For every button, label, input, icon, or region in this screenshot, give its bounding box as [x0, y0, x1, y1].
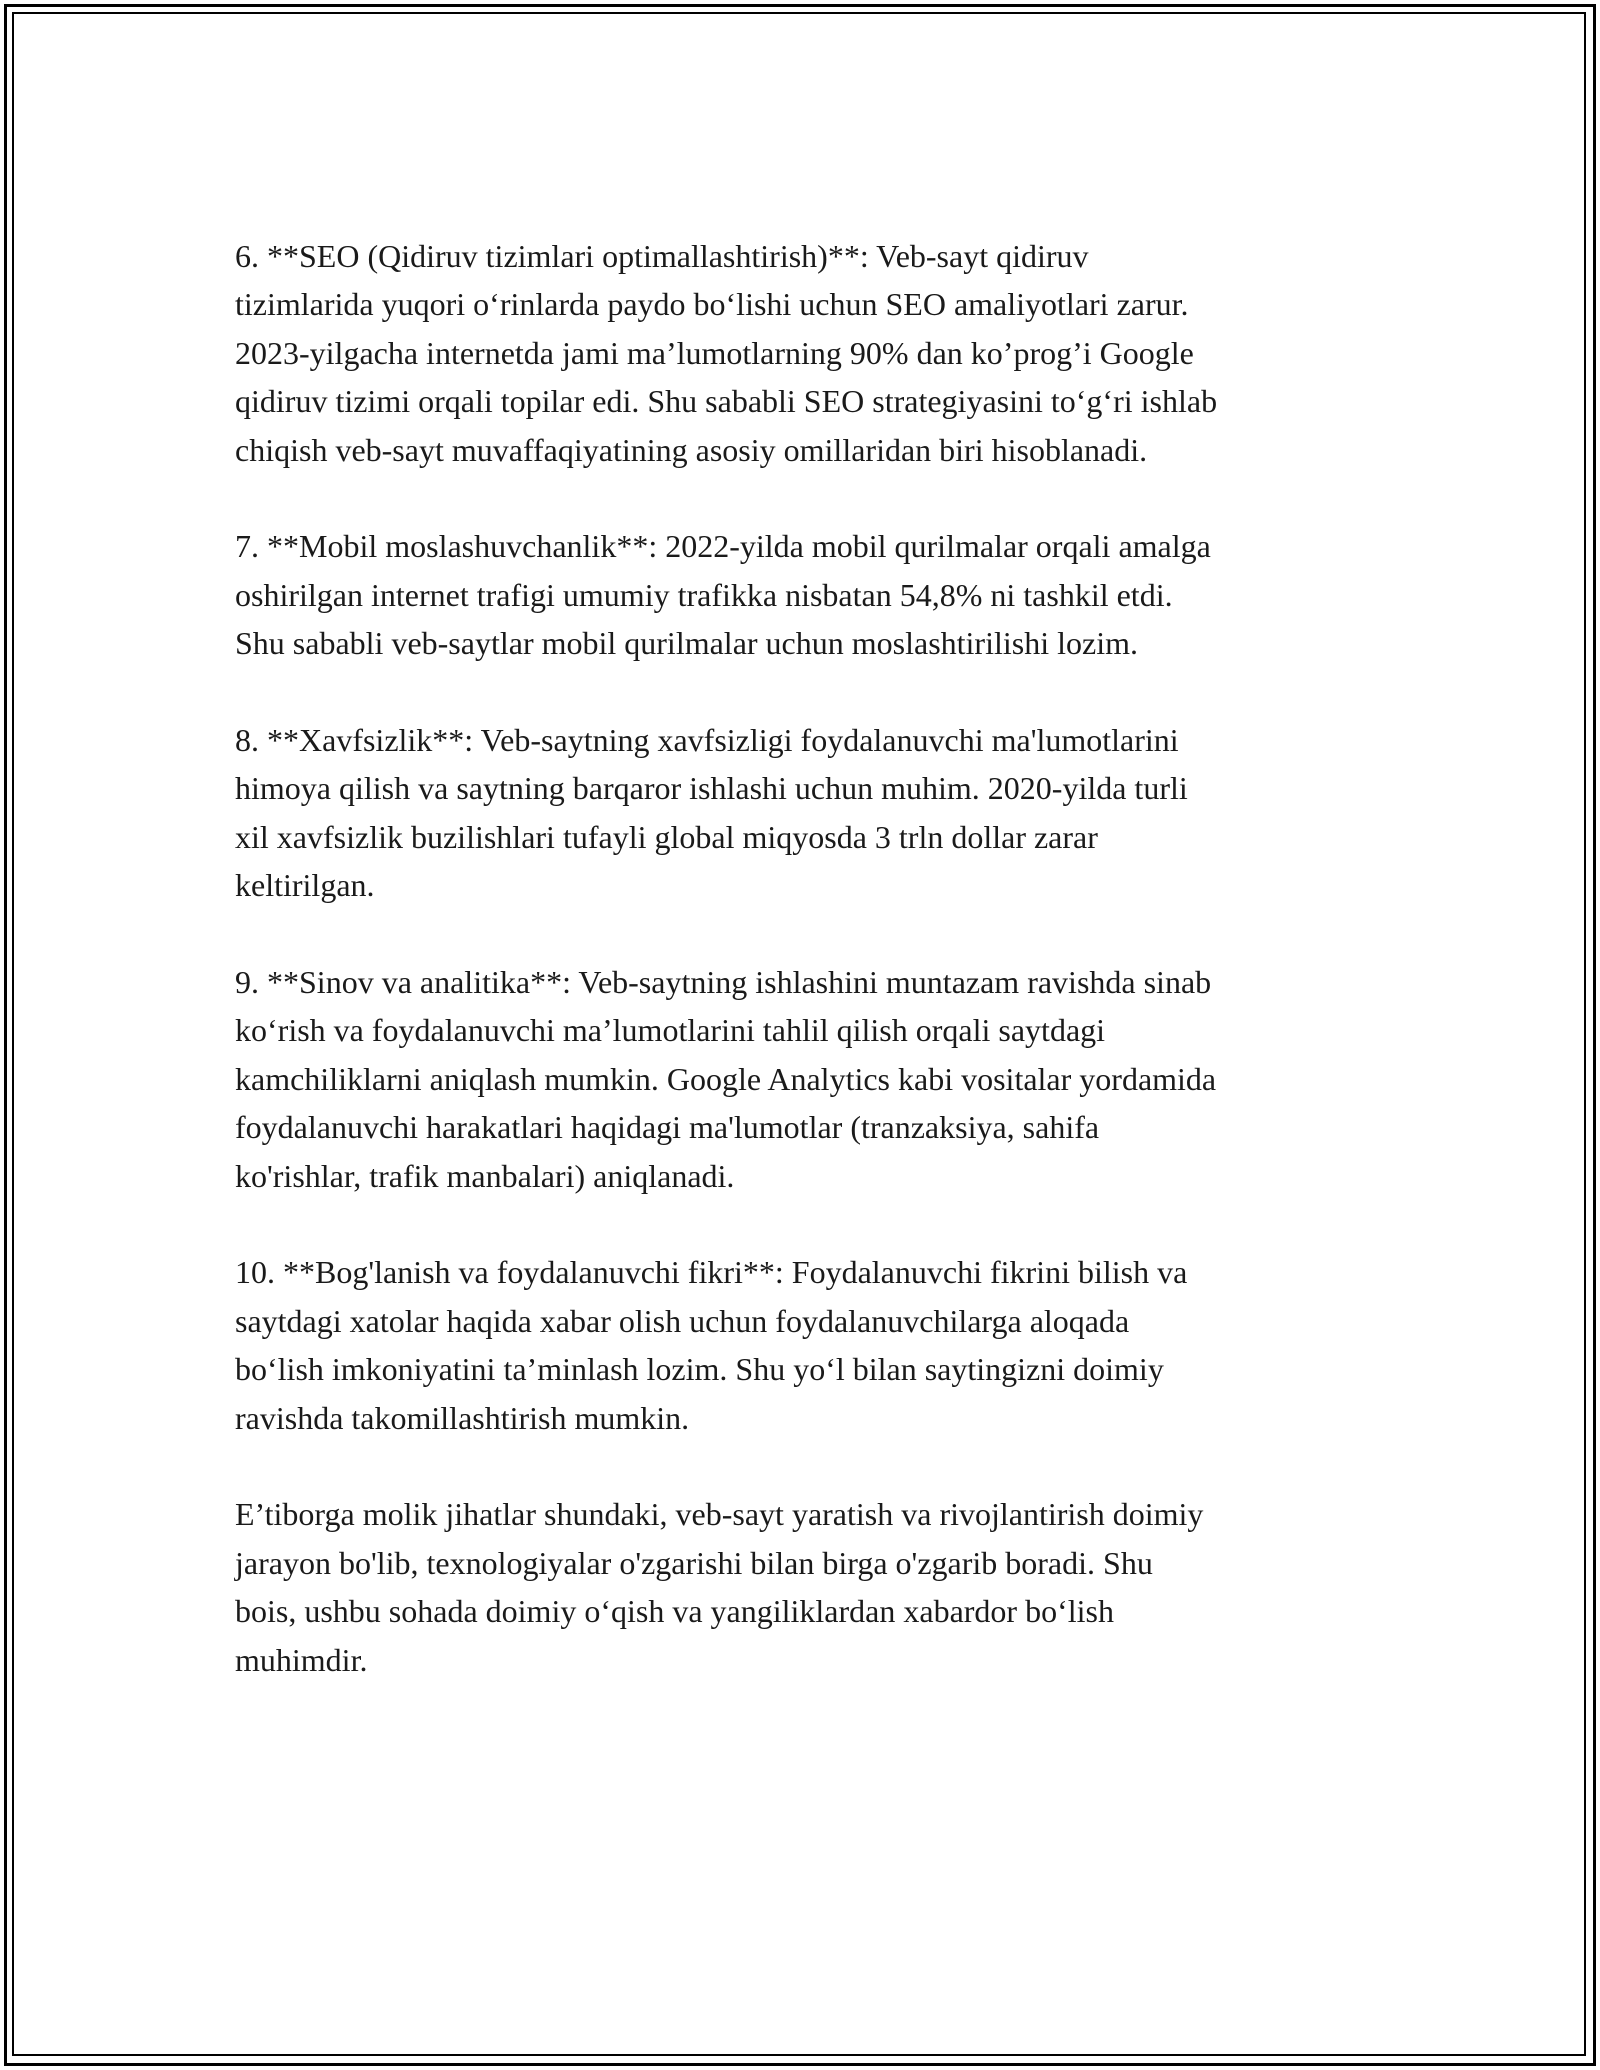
paragraph-security: 8. **Xavfsizlik**: Veb-saytning xavfsizligi foydalanuvchi ma'lumotlarini himoya qilish va saytning barqaror ishlashi uchun muhim. 2020-yilda turli xil xavfsizlik buzilishlari tufayli global miqyosda 3 trln dollar zarar keltirilgan.	[235, 722, 1188, 904]
paragraph-testing-analytics: 9. **Sinov va analitika**: Veb-saytning ishlashini muntazam ravishda sinab ko‘rish va foydalanuvchi ma’lumotlarini tahlil qilish orqali saytdagi kamchiliklarni aniqlash mumkin. Google Analytics kabi vositalar yordamida foydalanuvchi harakatlari haqidagi ma'lumotlar (tranzaksiya, sahifa ko'rishlar, trafik manbalari) aniqlanadi.	[235, 964, 1217, 1194]
document-body	[235, 232, 1375, 1733]
paragraph-feedback: 10. **Bog'lanish va foydalanuvchi fikri**: Foydalanuvchi fikrini bilish va saytdagi xatolar haqida xabar olish uchun foydalanuvchilarga aloqada bo‘lish imkoniyatini ta’minlash lozim. Shu yo‘l bilan saytingizni doimiy ravishda takomillashtirish mumkin.	[235, 1254, 1188, 1436]
paragraph-mobile: 7. **Mobil moslashuvchanlik**: 2022-yilda mobil qurilmalar orqali amalga oshirilgan internet trafigi umumiy trafikka nisbatan 54,8% ni tashkil etdi. Shu sababli veb-saytlar mobil qurilmalar uchun moslashtirilishi lozim.	[235, 528, 1211, 662]
paragraph-conclusion: E’tiborga molik jihatlar shundaki, veb-sayt yaratish va rivojlantirish doimiy jarayon bo'lib, texnologiyalar o'zgarishi bilan birga o'zgarib boradi. Shu bois, ushbu sohada doimiy o‘qish va yangiliklardan xabardor bo‘lish muhimdir.	[235, 1496, 1204, 1678]
paragraph-seo: 6. **SEO (Qidiruv tizimlari optimallashtirish)**: Veb-sayt qidiruv tizimlarida yuqori o‘rinlarda paydo bo‘lishi uchun SEO amaliyotlari zarur. 2023-yilgacha internetda jami ma’lumotlarning 90% dan ko’prog’i Google qidiruv tizimi orqali topilar edi. Shu sababli SEO strategiyasini to‘g‘ri ishlab chiqish veb-sayt muvaffaqiyatining asosiy omillaridan biri hisoblanadi.	[235, 238, 1218, 468]
